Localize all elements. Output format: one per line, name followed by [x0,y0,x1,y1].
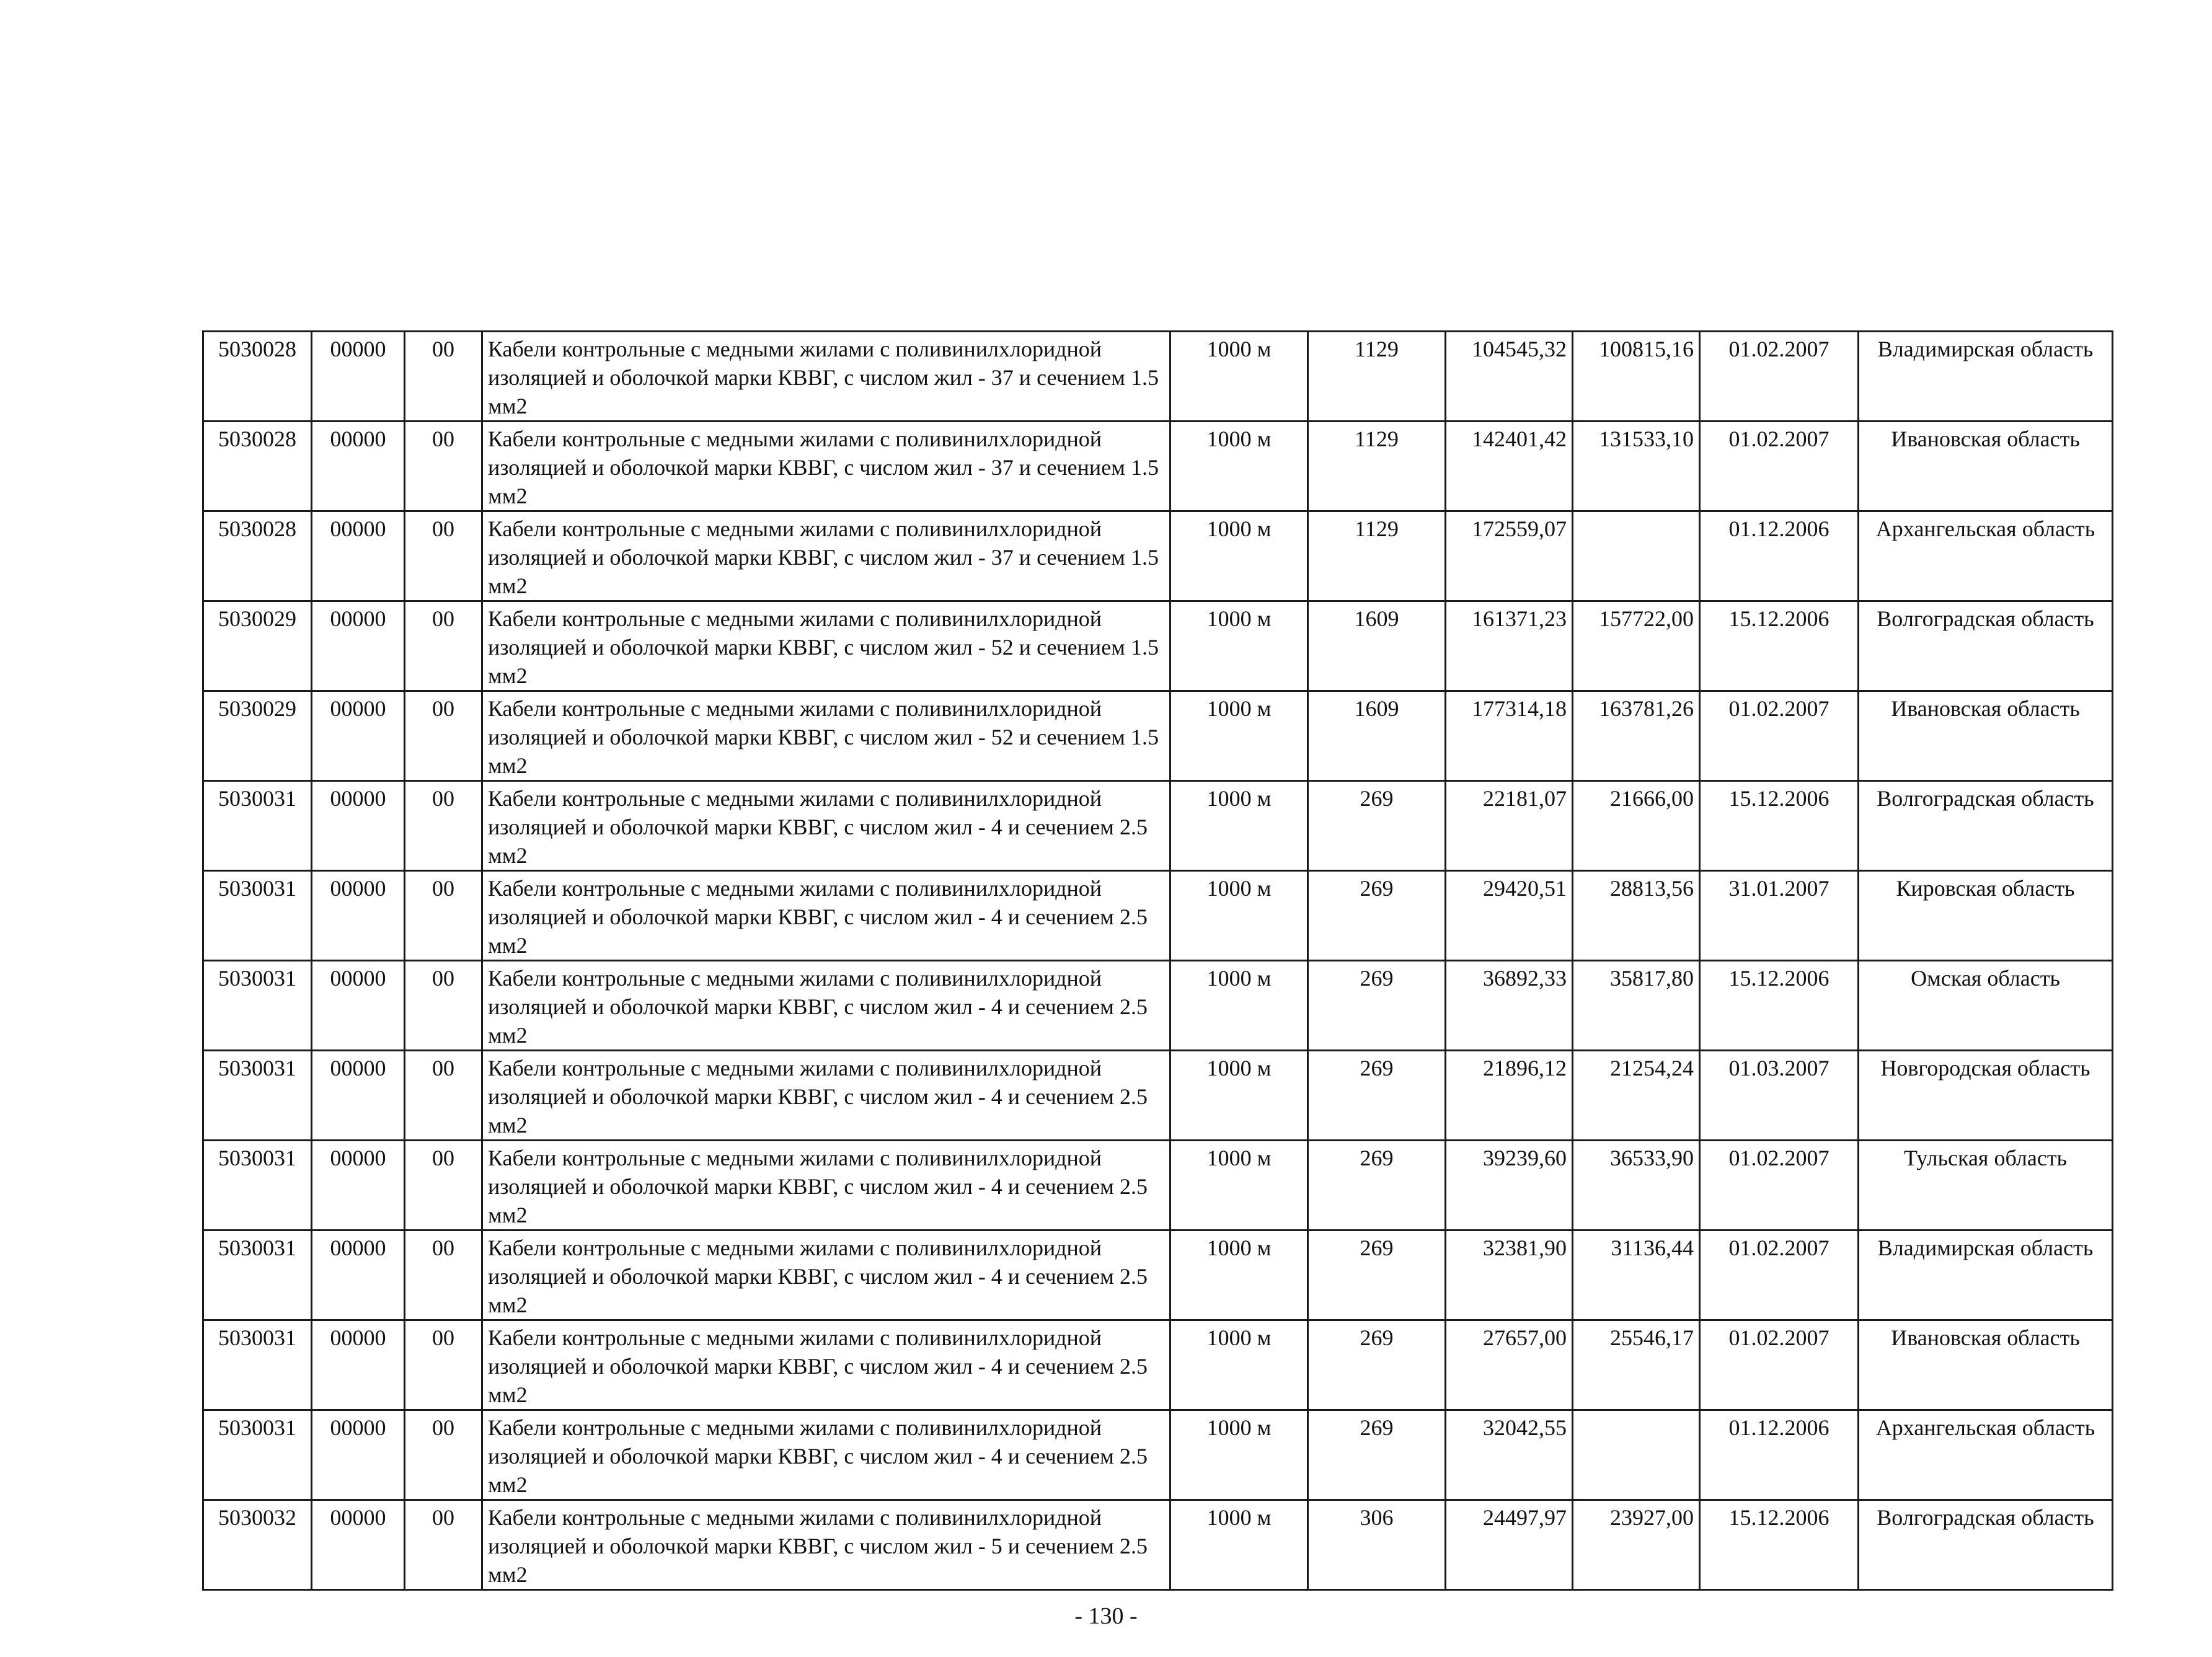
date-cell: 15.12.2006 [1700,781,1859,871]
unit-cell: 1000 м [1170,1320,1308,1410]
date-cell: 01.02.2007 [1700,691,1859,781]
group-cell: 00 [405,1141,482,1231]
table-row [203,1410,2113,1500]
date-cell: 31.01.2007 [1700,871,1859,961]
okei-code-cell: 269 [1308,1231,1446,1320]
group-cell: 00 [405,691,482,781]
table-row [203,1500,2113,1590]
table-row [203,961,2113,1051]
group-cell: 00 [405,511,482,601]
price-with-vat-cell: 21896,12 [1446,1051,1573,1141]
date-cell: 01.02.2007 [1700,1141,1859,1231]
price-without-vat-cell: 36533,90 [1573,1141,1700,1231]
region-cell: Омская область [1859,961,2113,1051]
okei-code-cell: 269 [1308,1141,1446,1231]
product-name-cell: Кабели контрольные с медными жилами с поливинилхлоридной изоляцией и оболочкой марки КВВГ, с числом жил - 4 и сечением 2.5 мм2 [482,961,1170,1051]
product-name-cell: Кабели контрольные с медными жилами с поливинилхлоридной изоляцией и оболочкой марки КВВГ, с числом жил - 4 и сечением 2.5 мм2 [482,871,1170,961]
product-code-cell: 5030028 [203,422,312,511]
subcode-cell: 00000 [312,422,405,511]
subcode-cell: 00000 [312,1141,405,1231]
group-cell: 00 [405,781,482,871]
date-cell: 01.03.2007 [1700,1051,1859,1141]
region-cell: Новгородская область [1859,1051,2113,1141]
region-cell: Ивановская область [1859,422,2113,511]
table-row [203,511,2113,601]
price-without-vat-cell: 163781,26 [1573,691,1700,781]
region-cell: Волгоградская область [1859,781,2113,871]
unit-cell: 1000 м [1170,961,1308,1051]
unit-cell: 1000 м [1170,691,1308,781]
subcode-cell: 00000 [312,961,405,1051]
table-body [203,332,2113,1590]
product-name-cell: Кабели контрольные с медными жилами с поливинилхлоридной изоляцией и оболочкой марки КВВГ, с числом жил - 4 и сечением 2.5 мм2 [482,781,1170,871]
price-with-vat-cell: 161371,23 [1446,601,1573,691]
price-with-vat-cell: 172559,07 [1446,511,1573,601]
date-cell: 01.12.2006 [1700,511,1859,601]
region-cell: Тульская область [1859,1141,2113,1231]
price-without-vat-cell [1573,1410,1700,1500]
price-table [202,330,2113,1591]
product-code-cell: 5030029 [203,601,312,691]
table-row [203,1141,2113,1231]
table-row [203,781,2113,871]
table-row [203,1320,2113,1410]
price-without-vat-cell: 28813,56 [1573,871,1700,961]
unit-cell: 1000 м [1170,1500,1308,1590]
unit-cell: 1000 м [1170,1410,1308,1500]
table-row [203,1231,2113,1320]
price-with-vat-cell: 27657,00 [1446,1320,1573,1410]
price-without-vat-cell: 131533,10 [1573,422,1700,511]
price-with-vat-cell: 32381,90 [1446,1231,1573,1320]
subcode-cell: 00000 [312,781,405,871]
price-without-vat-cell: 100815,16 [1573,332,1700,422]
table-row [203,601,2113,691]
table-row [203,1051,2113,1141]
subcode-cell: 00000 [312,1231,405,1320]
table-row [203,422,2113,511]
price-with-vat-cell: 22181,07 [1446,781,1573,871]
date-cell: 01.02.2007 [1700,1231,1859,1320]
product-name-cell: Кабели контрольные с медными жилами с поливинилхлоридной изоляцией и оболочкой марки КВВГ, с числом жил - 52 и сечением 1.5 мм2 [482,601,1170,691]
subcode-cell: 00000 [312,511,405,601]
unit-cell: 1000 м [1170,601,1308,691]
date-cell: 01.02.2007 [1700,332,1859,422]
subcode-cell: 00000 [312,1320,405,1410]
unit-cell: 1000 м [1170,1141,1308,1231]
unit-cell: 1000 м [1170,1051,1308,1141]
okei-code-cell: 1129 [1308,511,1446,601]
price-without-vat-cell: 21254,24 [1573,1051,1700,1141]
product-code-cell: 5030028 [203,332,312,422]
group-cell: 00 [405,1051,482,1141]
table-row [203,871,2113,961]
price-with-vat-cell: 24497,97 [1446,1500,1573,1590]
date-cell: 01.02.2007 [1700,422,1859,511]
okei-code-cell: 269 [1308,1051,1446,1141]
date-cell: 01.12.2006 [1700,1410,1859,1500]
product-name-cell: Кабели контрольные с медными жилами с поливинилхлоридной изоляцией и оболочкой марки КВВГ, с числом жил - 37 и сечением 1.5 мм2 [482,511,1170,601]
product-code-cell: 5030031 [203,871,312,961]
subcode-cell: 00000 [312,1410,405,1500]
okei-code-cell: 1609 [1308,601,1446,691]
group-cell: 00 [405,871,482,961]
region-cell: Архангельская область [1859,1410,2113,1500]
region-cell: Ивановская область [1859,691,2113,781]
group-cell: 00 [405,332,482,422]
price-with-vat-cell: 177314,18 [1446,691,1573,781]
price-without-vat-cell: 157722,00 [1573,601,1700,691]
product-name-cell: Кабели контрольные с медными жилами с поливинилхлоридной изоляцией и оболочкой марки КВВГ, с числом жил - 4 и сечением 2.5 мм2 [482,1231,1170,1320]
date-cell: 15.12.2006 [1700,1500,1859,1590]
group-cell: 00 [405,1410,482,1500]
subcode-cell: 00000 [312,1051,405,1141]
group-cell: 00 [405,1500,482,1590]
okei-code-cell: 269 [1308,781,1446,871]
unit-cell: 1000 м [1170,1231,1308,1320]
product-name-cell: Кабели контрольные с медными жилами с поливинилхлоридной изоляцией и оболочкой марки КВВГ, с числом жил - 4 и сечением 2.5 мм2 [482,1141,1170,1231]
date-cell: 15.12.2006 [1700,961,1859,1051]
group-cell: 00 [405,1231,482,1320]
region-cell: Волгоградская область [1859,601,2113,691]
subcode-cell: 00000 [312,691,405,781]
okei-code-cell: 1609 [1308,691,1446,781]
product-code-cell: 5030031 [203,781,312,871]
okei-code-cell: 269 [1308,871,1446,961]
unit-cell: 1000 м [1170,871,1308,961]
table-row [203,691,2113,781]
product-code-cell: 5030031 [203,1141,312,1231]
product-code-cell: 5030031 [203,1051,312,1141]
okei-code-cell: 1129 [1308,332,1446,422]
subcode-cell: 00000 [312,601,405,691]
price-with-vat-cell: 142401,42 [1446,422,1573,511]
product-code-cell: 5030028 [203,511,312,601]
group-cell: 00 [405,961,482,1051]
okei-code-cell: 306 [1308,1500,1446,1590]
product-name-cell: Кабели контрольные с медными жилами с поливинилхлоридной изоляцией и оболочкой марки КВВГ, с числом жил - 37 и сечением 1.5 мм2 [482,332,1170,422]
product-name-cell: Кабели контрольные с медными жилами с поливинилхлоридной изоляцией и оболочкой марки КВВГ, с числом жил - 4 и сечением 2.5 мм2 [482,1320,1170,1410]
region-cell: Ивановская область [1859,1320,2113,1410]
product-name-cell: Кабели контрольные с медными жилами с поливинилхлоридной изоляцией и оболочкой марки КВВГ, с числом жил - 4 и сечением 2.5 мм2 [482,1051,1170,1141]
product-name-cell: Кабели контрольные с медными жилами с поливинилхлоридной изоляцией и оболочкой марки КВВГ, с числом жил - 4 и сечением 2.5 мм2 [482,1410,1170,1500]
product-code-cell: 5030031 [203,1410,312,1500]
unit-cell: 1000 м [1170,332,1308,422]
price-without-vat-cell: 23927,00 [1573,1500,1700,1590]
region-cell: Владимирская область [1859,332,2113,422]
product-code-cell: 5030032 [203,1500,312,1590]
okei-code-cell: 269 [1308,1410,1446,1500]
region-cell: Владимирская область [1859,1231,2113,1320]
price-with-vat-cell: 39239,60 [1446,1141,1573,1231]
product-name-cell: Кабели контрольные с медными жилами с поливинилхлоридной изоляцией и оболочкой марки КВВГ, с числом жил - 5 и сечением 2.5 мм2 [482,1500,1170,1590]
group-cell: 00 [405,601,482,691]
price-without-vat-cell: 31136,44 [1573,1231,1700,1320]
unit-cell: 1000 м [1170,511,1308,601]
group-cell: 00 [405,422,482,511]
price-with-vat-cell: 32042,55 [1446,1410,1573,1500]
region-cell: Кировская область [1859,871,2113,961]
price-without-vat-cell: 35817,80 [1573,961,1700,1051]
group-cell: 00 [405,1320,482,1410]
region-cell: Волгоградская область [1859,1500,2113,1590]
table-row [203,332,2113,422]
okei-code-cell: 1129 [1308,422,1446,511]
price-with-vat-cell: 104545,32 [1446,332,1573,422]
date-cell: 01.02.2007 [1700,1320,1859,1410]
unit-cell: 1000 м [1170,422,1308,511]
page-number: - 130 - [1074,1603,1138,1629]
price-with-vat-cell: 29420,51 [1446,871,1573,961]
price-without-vat-cell: 21666,00 [1573,781,1700,871]
product-code-cell: 5030031 [203,961,312,1051]
product-code-cell: 5030031 [203,1231,312,1320]
product-name-cell: Кабели контрольные с медными жилами с поливинилхлоридной изоляцией и оболочкой марки КВВГ, с числом жил - 52 и сечением 1.5 мм2 [482,691,1170,781]
subcode-cell: 00000 [312,332,405,422]
product-name-cell: Кабели контрольные с медными жилами с поливинилхлоридной изоляцией и оболочкой марки КВВГ, с числом жил - 37 и сечением 1.5 мм2 [482,422,1170,511]
price-without-vat-cell: 25546,17 [1573,1320,1700,1410]
region-cell: Архангельская область [1859,511,2113,601]
date-cell: 15.12.2006 [1700,601,1859,691]
okei-code-cell: 269 [1308,1320,1446,1410]
okei-code-cell: 269 [1308,961,1446,1051]
price-with-vat-cell: 36892,33 [1446,961,1573,1051]
price-without-vat-cell [1573,511,1700,601]
product-code-cell: 5030031 [203,1320,312,1410]
product-code-cell: 5030029 [203,691,312,781]
unit-cell: 1000 м [1170,781,1308,871]
subcode-cell: 00000 [312,871,405,961]
subcode-cell: 00000 [312,1500,405,1590]
